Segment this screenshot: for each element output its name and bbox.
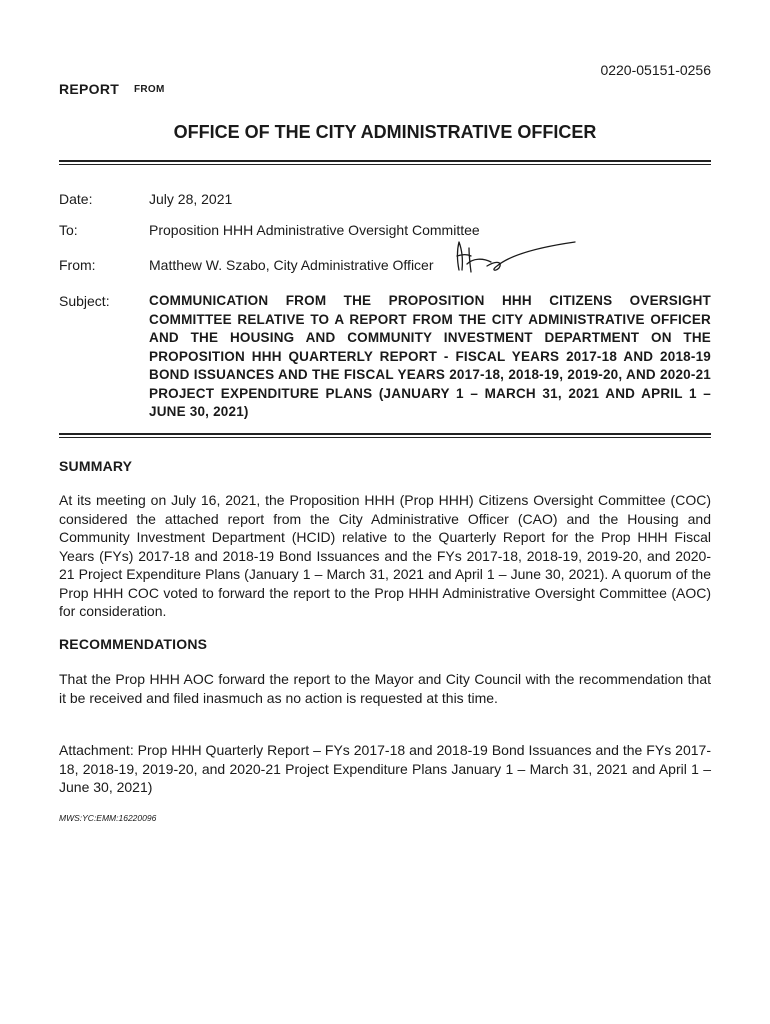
title-rule-bottom: [59, 164, 711, 165]
author-initials: MWS:YC:EMM:16220096: [59, 813, 157, 823]
subject-label: Subject:: [59, 293, 110, 309]
attachment-text: Attachment: Prop HHH Quarterly Report – FYs 2017-18 and 2018-19 Bond Issuances and the FYs 2017-18, 2018-19, 2019-20, and 2020-21 Project Expenditure Plans January 1 – March 31, 2021 and April 1 – June 30, 2021): [59, 742, 711, 795]
signature-image: [453, 236, 578, 280]
recommendations-heading: RECOMMENDATIONS: [59, 636, 208, 652]
from-value: Matthew W. Szabo, City Administrative Officer: [149, 257, 434, 273]
recommendations-text: That the Prop HHH AOC forward the report to the Mayor and City Council with the recommendation that it be received and filed inasmuch as no action is requested at this time.: [59, 671, 711, 706]
date-value: July 28, 2021: [149, 191, 233, 207]
title-rule-top: [59, 160, 711, 162]
from-label: FROM: [134, 84, 165, 95]
to-label: To:: [59, 222, 78, 238]
subject-value: COMMUNICATION FROM THE PROPOSITION HHH CITIZENS OVERSIGHT COMMITTEE RELATIVE TO A REPORT FROM THE CITY ADMINISTRATIVE OFFICER AND THE HOUSING AND COMMUNITY INVESTMENT DEPARTMENT ON THE PROPOSITION HHH QUARTERLY REPORT - FISCAL YEARS 2017-18 AND 2018-19 BOND ISSUANCES AND THE FISCAL YEARS 2017-18, 2018-19, 2019-20, AND 2020-21 PROJECT EXPENDITURE PLANS (JANUARY 1 – MARCH 31, 2021 AND APRIL 1 – JUNE 30, 2021): [149, 293, 711, 419]
office-title: OFFICE OF THE CITY ADMINISTRATIVE OFFICER: [173, 122, 597, 142]
document-number: 0220-05151-0256: [600, 62, 711, 78]
date-label: Date:: [59, 191, 93, 207]
report-label: REPORT: [59, 81, 120, 97]
summary-text: At its meeting on July 16, 2021, the Proposition HHH (Prop HHH) Citizens Oversight Committee (COC) considered the attached report from the City Administrative Officer (CAO) and the Housing and Community Investment Department (HCID) relative to the Quarterly Report for the Prop HHH Fiscal Years (FYs) 2017-18 and 2018-19 Bond Issuances and the FYs 2017-18, 2018-19, 2019-20, and 2020-21 Project Expenditure Plans (January 1 – March 31, 2021 and April 1 – June 30, 2021). A quorum of the Prop HHH COC voted to forward the report to the Prop HHH Administrative Oversight Committee (AOC) for consideration.: [59, 492, 711, 619]
summary-heading: SUMMARY: [59, 458, 133, 474]
subject-rule-top: [59, 433, 711, 435]
subject-rule-bottom: [59, 437, 711, 438]
from-field-label: From:: [59, 257, 96, 273]
to-value: Proposition HHH Administrative Oversight Committee: [149, 222, 480, 238]
